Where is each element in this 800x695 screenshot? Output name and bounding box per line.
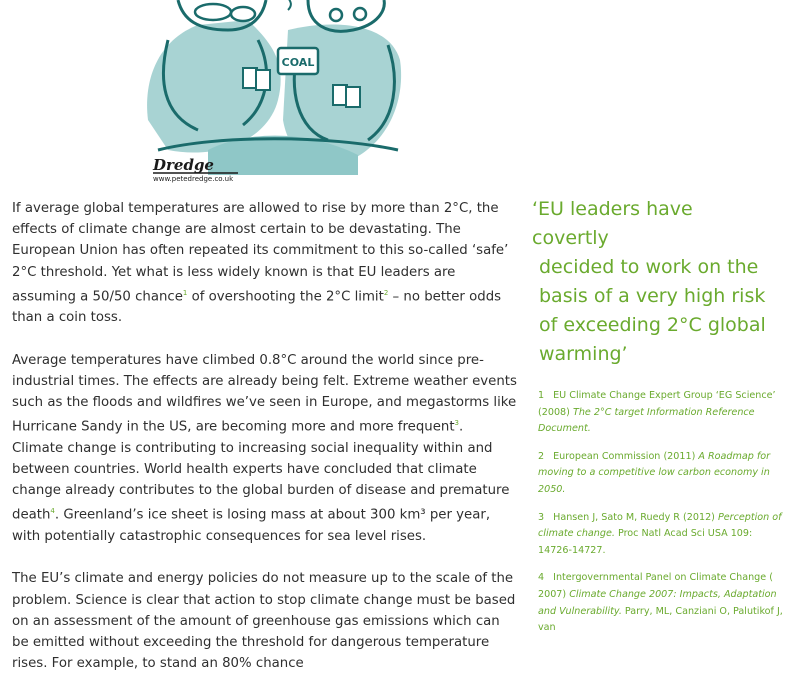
footnote-marker: 2 [383, 288, 389, 297]
reference-item: 1 EU Climate Change Expert Group ‘EG Science’ (2008) The 2°C target Information Reference Document. [538, 390, 776, 435]
reference-item: 4 Intergovernmental Panel on Climate Change ( 2007) Climate Change 2007: Impacts, Adaptation and Vulnerability. Parry, ML, Canziani O, Palutikof J, van [538, 572, 783, 634]
article-paragraph: If average global temperatures are allowed to rise by more than 2°C, the effects of climate change are almost certain to be devastating. The European Union has often repeated its commitment to this so-called ‘safe’ 2°C threshold. Yet what is less widely known is that EU leaders are assuming a 50/50 chance$^1$ of overshooting the 2°C limit$^2$ – no better odds than a coin toss. [12, 201, 509, 326]
footnote-marker: 1 [182, 288, 188, 297]
footnote-marker: 3 [454, 419, 460, 428]
pull-quote-line: warming’ [539, 343, 628, 365]
cartoon-illustration [138, 0, 410, 185]
reference-item: 2 European Commission (2011) A Roadmap for moving to a competitive low carbon economy in 2050. [538, 450, 771, 495]
reference-title: Perception of climate change. [538, 511, 782, 540]
reference-number: 1 [538, 390, 545, 401]
pull-quote-line: basis of a very high risk [539, 285, 766, 307]
pull-quote [532, 195, 772, 369]
reference-number: 4 [538, 572, 545, 584]
cartoonist-signature: Dredge [153, 156, 214, 174]
coal-label: COAL [281, 56, 315, 69]
reference-item: 3 Hansen J, Sato M, Ruedy R (2012) Perception of climate change. Proc Natl Acad Sci USA 109: 14726-14727. [538, 511, 782, 556]
article-paragraph: Average temperatures have climbed 0.8°C around the world since pre-industrial times. The effects are already being felt. Extreme weather events such as the floods and wildfires we’ve seen in Europe, and megastorms like Hurricane Sandy in the US, are becoming more and more frequent$^3$. Climate change is contributing to increasing social inequality within and between countries. World health experts have concluded that climate change already contributes to the global burden of disease and premature death$^4$. Greenland’s ice sheet is losing mass at about 300 km³ per year, with potentially catastrophic consequences for sea level rises. [12, 352, 517, 545]
pull-quote-line: decided to work on the [539, 256, 759, 278]
reference-list [538, 388, 788, 648]
reference-number: 3 [538, 511, 545, 523]
reference-number: 2 [538, 450, 545, 462]
footnote-marker: 4 [50, 507, 55, 516]
cartoonist-website: www.petedredge.co.uk [153, 175, 234, 183]
reference-title: The 2°C target Information Reference Document. [538, 406, 755, 435]
article-body [12, 198, 518, 695]
reference-title: Climate Change 2007: Impacts, Adaptation and Vulnerability. [538, 588, 777, 617]
article-paragraph: The EU’s climate and energy policies do not measure up to the scale of the problem. Science is clear that action to stop climate change must be based on an assessment of the amount of greenhouse gas emissions which can be emitted without exceeding the threshold for dangerous temperature rises. For example, to stand an 80% chance [12, 571, 516, 672]
pull-quote-line: of exceeding 2°C global [539, 314, 766, 336]
pull-quote-line: ‘EU leaders have covertly [532, 198, 693, 249]
reference-title: A Roadmap for moving to a competitive low carbon economy in 2050. [538, 450, 771, 495]
